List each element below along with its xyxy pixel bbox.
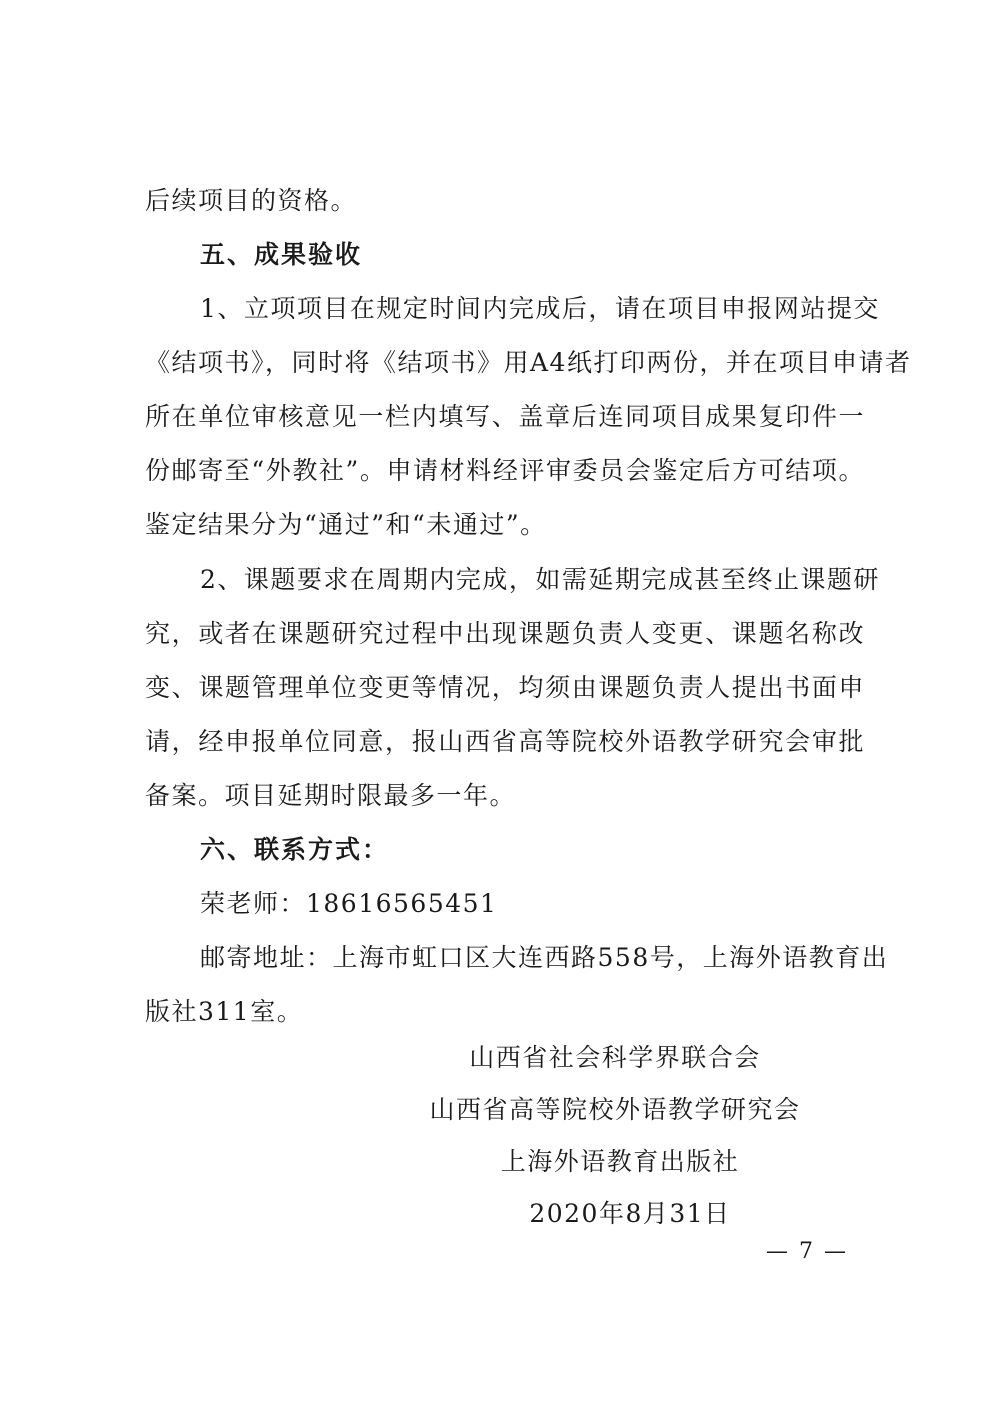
section-heading-5: 五、成果验收 bbox=[200, 240, 363, 269]
paragraph-line: 究，或者在课题研究过程中出现课题负责人变更、课题名称改 bbox=[145, 619, 865, 648]
mailing-address-line: 邮寄地址：上海市虹口区大连西路558号，上海外语教育出 bbox=[200, 943, 889, 972]
mailing-address-line: 版社311室。 bbox=[145, 997, 304, 1026]
signature-org-1: 山西省社会科学界联合会 bbox=[469, 1043, 761, 1072]
paragraph-line: 2、课题要求在周期内完成，如需延期完成甚至终止课题研 bbox=[200, 565, 880, 594]
paragraph-line: 请，经申报单位同意，报山西省高等院校外语教学研究会审批 bbox=[145, 727, 865, 756]
paragraph-line: 备案。项目延期时限最多一年。 bbox=[145, 781, 517, 810]
section-heading-6: 六、联系方式： bbox=[200, 835, 390, 864]
paragraph-line: 所在单位审核意见一栏内填写、盖章后连同项目成果复印件一 bbox=[145, 402, 865, 431]
signature-org-2: 山西省高等院校外语教学研究会 bbox=[429, 1095, 801, 1124]
page-number: — 7 — bbox=[766, 1239, 848, 1264]
signature-org-3: 上海外语教育出版社 bbox=[500, 1147, 740, 1176]
signature-date: 2020年8月31日 bbox=[529, 1199, 731, 1228]
contact-phone: 荣老师：18616565451 bbox=[200, 889, 498, 918]
paragraph-line: 后续项目的资格。 bbox=[145, 186, 358, 215]
paragraph-line: 鉴定结果分为“通过”和“未通过”。 bbox=[145, 510, 547, 539]
paragraph-line: 1、立项项目在规定时间内完成后，请在项目申报网站提交 bbox=[200, 294, 880, 323]
paragraph-line: 份邮寄至“外教社”。申请材料经评审委员会鉴定后方可结项。 bbox=[145, 456, 865, 485]
paragraph-line: 《结项书》，同时将《结项书》用A4纸打印两份，并在项目申请者 bbox=[145, 348, 912, 377]
paragraph-line: 变、课题管理单位变更等情况，均须由课题负责人提出书面申 bbox=[145, 673, 865, 702]
